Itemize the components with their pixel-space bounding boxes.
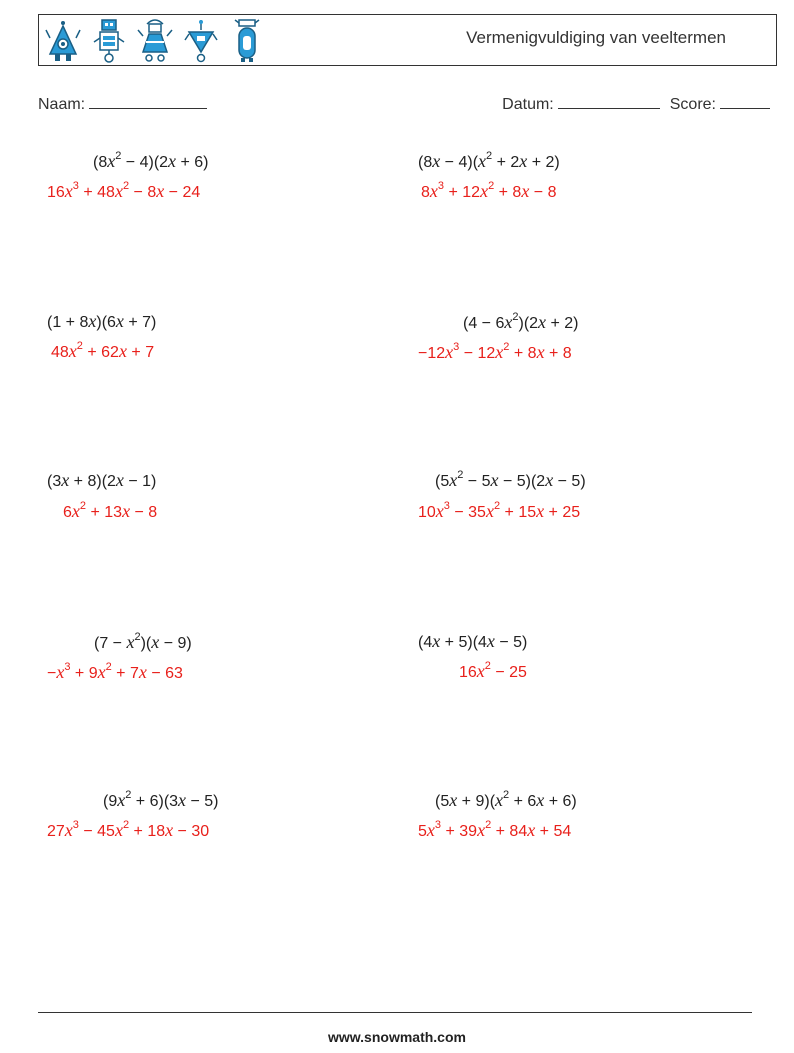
problem-answer: $10x^3 - 35x^2 + 15x + 25$ [418,500,581,521]
date-label: Datum: [502,96,554,113]
problem-answer: $8x^3 + 12x^2 + 8x - 8$ [421,180,557,201]
problem-answer: $-x^3 + 9x^2 + 7x - 63$ [47,661,183,682]
header-box [38,14,777,66]
problem-answer: $48x^2 + 62x + 7$ [51,340,155,361]
robot-icon-3 [137,18,173,64]
problem-question: (1 + 8x)(6x + 7) [47,311,157,331]
problem-answer: $27x^3 - 45x^2 + 18x - 30$ [47,819,210,840]
problem-answer: $5x^3 + 39x^2 + 84x + 54$ [418,819,572,840]
robot-icon-1 [45,18,81,64]
robot-icon-5 [229,18,265,64]
problem-question: (3x + 8)(2x − 1) [47,470,157,490]
problem-question: $(8x^2 - 4)(2x + 6)$ [93,150,209,171]
problem-question: $(8x - 4)(x^2 + 2x + 2)$ [418,150,560,171]
problem-question: $(9x^2 + 6)(3x - 5)$ [103,789,219,810]
robot-icon-2 [91,18,127,64]
worksheet-title: Vermenigvuldiging van veeltermen [466,28,726,47]
problem-answer: $-12x^3 - 12x^2 + 8x + 8$ [418,341,572,362]
name-blank[interactable] [89,92,207,109]
score-field[interactable] [670,92,770,114]
problem-question: $(4 - 6x^2)(2x + 2)$ [463,311,579,332]
footer-website: www.snowmath.com [328,1029,466,1045]
icon-row [45,17,265,65]
problem-question: $(5x + 9)(x^2 + 6x + 6)$ [435,789,577,810]
problem-question: $(5x^2 - 5x - 5)(2x - 5)$ [435,469,586,490]
score-label: Score: [669,96,716,113]
name-field[interactable] [38,92,207,114]
problem-answer: $6x^2 + 13x - 8$ [63,500,158,521]
name-label: Naam: [38,96,86,113]
problem-answer: $16x^2 - 25$ [459,660,527,681]
problem-question: (4x + 5)(4x − 5) [418,631,528,651]
date-blank[interactable] [558,92,660,109]
date-field[interactable] [502,92,660,114]
robot-icon-4 [183,18,219,64]
student-fields [38,92,770,116]
problem-question: $(7 - x^2)(x - 9)$ [94,631,192,652]
problem-answer: $16x^3 + 48x^2 - 8x - 24$ [47,180,201,201]
score-blank[interactable] [720,92,770,109]
footer-divider [38,1012,752,1013]
